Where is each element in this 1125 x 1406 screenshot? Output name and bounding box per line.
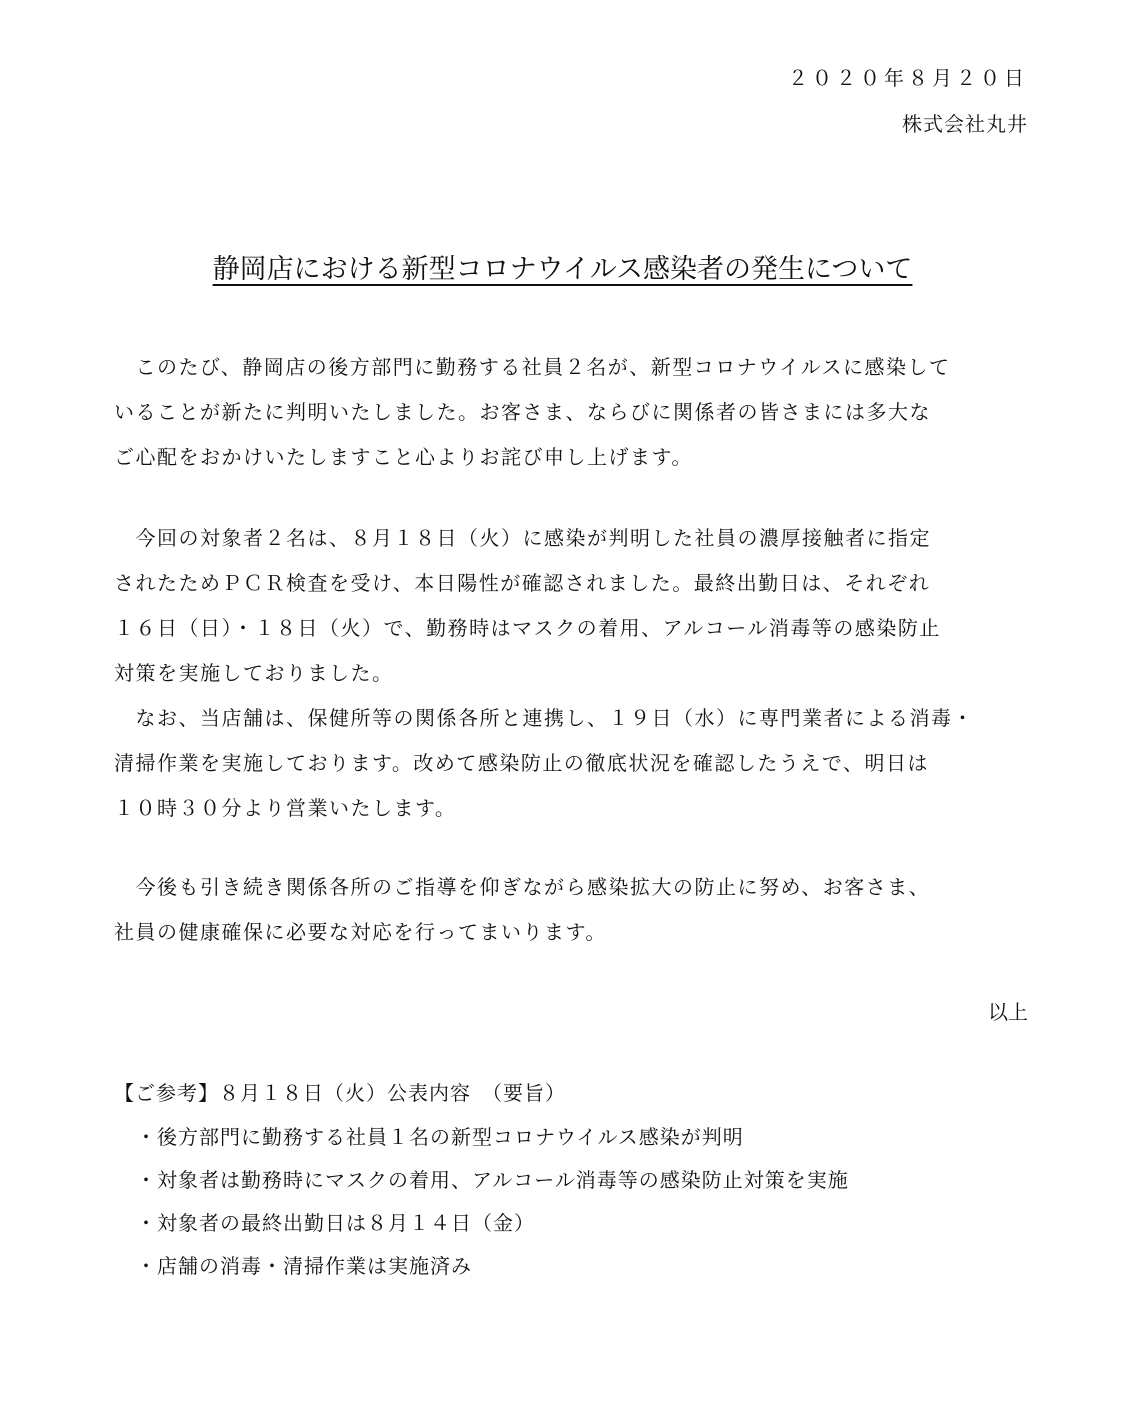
reference-heading: 【ご参考】８月１８日（火）公表内容 （要旨） xyxy=(114,1081,566,1105)
paragraph-line: いることが新たに判明いたしました。お客さま、ならびに関係者の皆さまには多大な xyxy=(114,400,931,424)
paragraph-line: 今後も引き続き関係各所のご指導を仰ぎながら感染拡大の防止に努め、お客さま、 xyxy=(114,875,931,899)
reference-item: ・対象者は勤務時にマスクの着用、アルコール消毒等の感染防止対策を実施 xyxy=(136,1168,849,1192)
paragraph-details xyxy=(114,516,1029,831)
paragraph-announcement xyxy=(114,345,1029,480)
paragraph-line: ご心配をおかけいたしますこと心よりお詫び申し上げます。 xyxy=(114,445,693,469)
reference-item: ・店舗の消毒・清掃作業は実施済み xyxy=(136,1254,472,1278)
reference-item: ・後方部門に勤務する社員１名の新型コロナウイルス感染が判明 xyxy=(136,1125,744,1149)
paragraph-line: 今回の対象者２名は、８月１８日（火）に感染が判明した社員の濃厚接触者に指定 xyxy=(114,526,931,550)
document-title: 静岡店における新型コロナウイルス感染者の発生について xyxy=(212,254,913,285)
reference-section xyxy=(114,1071,1029,1288)
paragraph-line: このたび、静岡店の後方部門に勤務する社員２名が、新型コロナウイルスに感染して xyxy=(114,355,951,379)
reference-item: ・対象者の最終出勤日は８月１４日（金） xyxy=(136,1211,535,1235)
document-title-container xyxy=(0,247,1125,286)
paragraph-line: 清掃作業を実施しております。改めて感染防止の徹底状況を確認したうえで、明日は xyxy=(114,751,929,775)
paragraph-line: １６日（日）・１８日（火）で、勤務時はマスクの着用、アルコール消毒等の感染防止 xyxy=(114,616,941,640)
closing-mark: 以上 xyxy=(988,1000,1028,1024)
paragraph-line: なお、当店舗は、保健所等の関係各所と連携し、１９日（水）に専門業者による消毒・ xyxy=(114,706,974,730)
paragraph-future-measures xyxy=(114,865,1029,955)
paragraph-line: １０時３０分より営業いたします。 xyxy=(114,796,457,820)
paragraph-line: 社員の健康確保に必要な対応を行ってまいります。 xyxy=(114,920,607,944)
company-name: 株式会社丸井 xyxy=(902,112,1028,136)
paragraph-line: 対策を実施しておりました。 xyxy=(114,661,394,685)
document-date: ２０２０年８月２０日 xyxy=(788,66,1028,90)
paragraph-line: されたためＰＣＲ検査を受け、本日陽性が確認されました。最終出勤日は、それぞれ xyxy=(114,571,931,595)
